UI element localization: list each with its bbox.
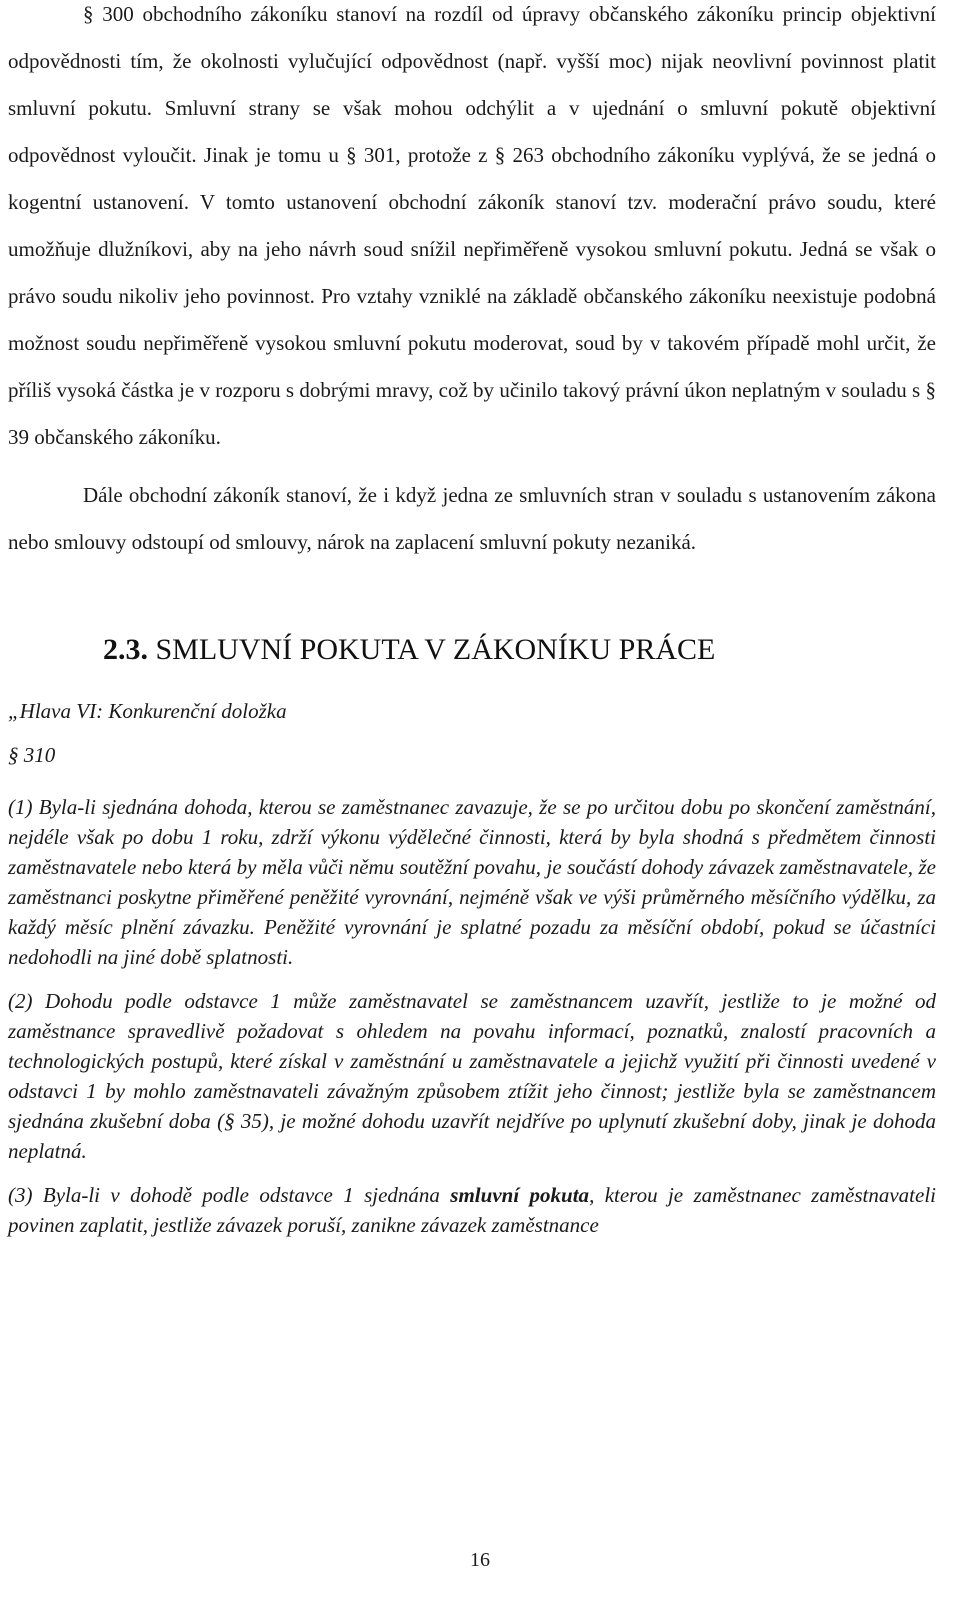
law-paragraph-1: (1) Byla-li sjednána dohoda, kterou se zaměstnanec zavazuje, že se po určitou dobu po skončení zaměstnání, nejdéle však po dobu 1 roku, zdrží výkonu výdělečné činnosti, která by byla shodná s předmětem činnosti zaměstnavatele nebo která by měla vůči němu soutěžní povahu, je součástí dohody závazek zaměstnavatele, že zaměstnanci poskytne přiměřené peněžité vyrovnání, nejméně však ve výši průměrného měsíčního výdělku, za každý měsíc plnění závazku. Peněžité vyrovnání je splatné pozadu za měsíční období, pokud se účastníci nedohodli na jiné době splatnosti. (8, 795, 936, 969)
law-paragraph-3-start: (3) Byla-li v dohodě podle odstavce 1 sjednána (8, 1183, 451, 1207)
law-paragraph-2: (2) Dohodu podle odstavce 1 může zaměstnavatel se zaměstnancem uzavřít, jestliže to je možné od zaměstnance spravedlivě požadovat s ohledem na povahu informací, poznatků, znalostí pracovních a technologických postupů, které získal v zaměstnání u zaměstnavatele a jejichž využití při činnosti uvedené v odstavci 1 by mohlo zaměstnavateli závažným způsobem ztížit jeho činnost; jestliže byla se zaměstnancem sjednána zkušební doba (§ 35), je možné dohodu uzavřít nejdříve po uplynutí zkušební doby, jinak je dohoda neplatná. (8, 989, 936, 1163)
page-number: 16 (470, 1549, 490, 1571)
paragraph-odstoupeni: Dále obchodní zákoník stanoví, že i když jedna ze smluvních stran v souladu s ustanovením zákona nebo smlouvy odstoupí od smlouvy, nárok na zaplacení smluvní pokuty nezaniká. (8, 483, 936, 554)
section-mark: § 310 (8, 743, 56, 767)
law-paragraph-3 (8, 1180, 936, 1240)
section-number: 2.3. (103, 633, 148, 666)
section-heading (8, 632, 936, 668)
document-page (8, 0, 936, 1240)
quote-chapter-title: „Hlava VI: Konkurenční doložka (8, 699, 287, 723)
section-title: SMLUVNÍ POKUTA V ZÁKONÍKU PRÁCE (155, 633, 716, 666)
law-paragraph-3-bold-term: smluvní pokuta (450, 1183, 590, 1207)
law-paragraph-3-end: , kterou je zaměstnanec zaměstnavateli povinen zaplatit, jestliže závazek poruší, zanikne závazek zaměstnance (8, 1183, 936, 1237)
paragraph-smluvni-pokuta-obz: § 300 obchodního zákoníku stanoví na rozdíl od úpravy občanského zákoníku princip objektivní odpovědnosti tím, že okolnosti vylučující odpovědnost (např. vyšší moc) nijak neovlivní povinnost platit smluvní pokutu. Smluvní strany se však mohou odchýlit a v ujednání o smluvní pokutě objektivní odpovědnost vyloučit. Jinak je tomu u § 301, protože z § 263 obchodního zákoníku vyplývá, že se jedná o kogentní ustanovení. V tomto ustanovení obchodní zákoník stanoví tzv. moderační právo soudu, které umožňuje dlužníkovi, aby na jeho návrh soud snížil nepřiměřeně vysokou smluvní pokutu. Jedná se však o právo soudu nikoliv jeho povinnost. Pro vztahy vzniklé na základě občanského zákoníku neexistuje podobná možnost soudu nepřiměřeně vysokou smluvní pokutu moderovat, soud by v takovém případě mohl určit, že příliš vysoká částka je v rozporu s dobrými mravy, což by učinilo takový právní úkon neplatným v souladu s § 39 občanského zákoníku. (8, 2, 936, 449)
